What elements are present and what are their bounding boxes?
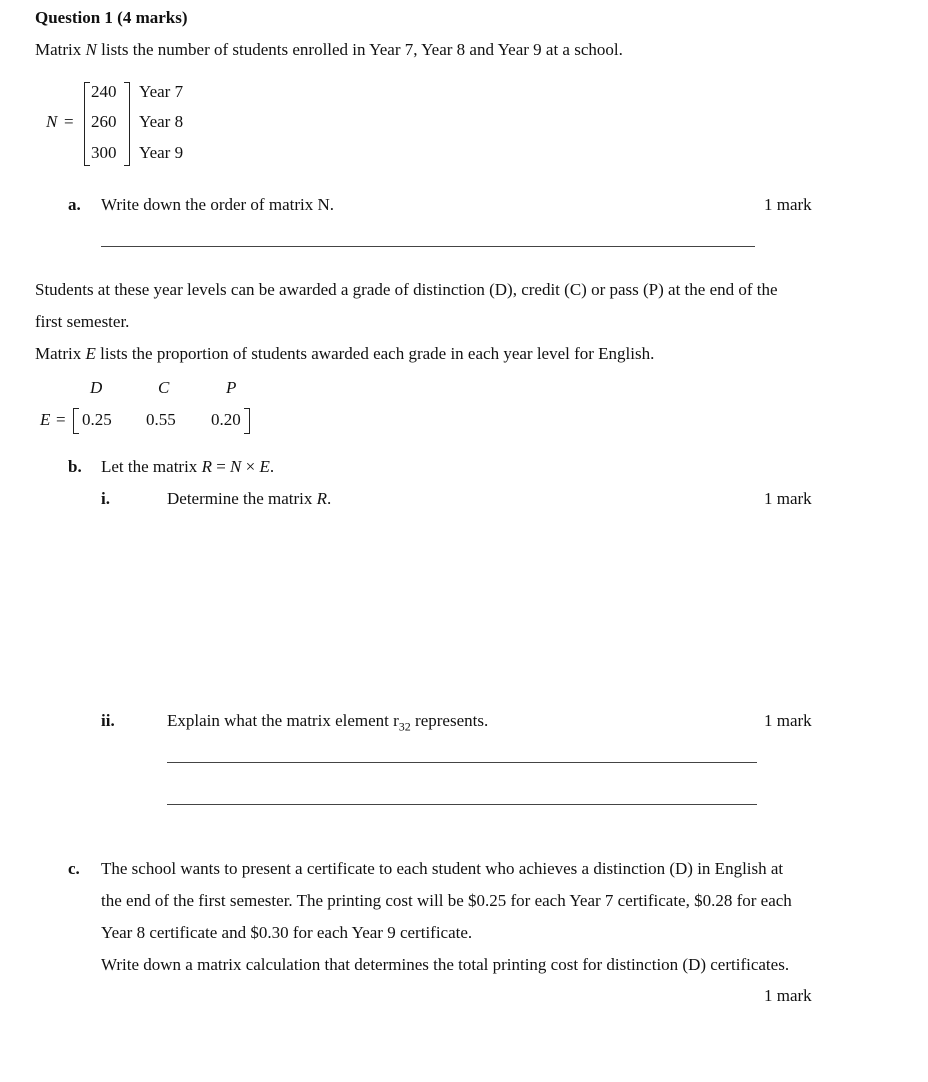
intro-text — [35, 40, 623, 60]
part-c-line: the end of the first semester. The printing cost will be $0.25 for each Year 7 certificate, $0.28 for each — [101, 891, 792, 910]
part-b-i-matrix: R — [316, 489, 328, 508]
matrix-n-right-bracket — [124, 82, 130, 166]
matrix-e-intro-part: lists the proportion of students awarded each grade in each year level for English. — [95, 344, 655, 363]
part-b-i-label: i. — [101, 489, 110, 508]
matrix-e-name: E — [40, 410, 51, 429]
question-title: Question 1 (4 marks) — [35, 8, 188, 27]
part-c-letter: c. — [68, 859, 80, 878]
matrix-e-intro-part: Matrix — [35, 344, 86, 363]
matrix-n-equals: = — [64, 112, 74, 131]
part-a-marks: 1 mark — [764, 195, 812, 214]
part-a-question: Write down the order of matrix N. — [101, 195, 334, 214]
matrix-e-column-header: P — [226, 378, 237, 397]
matrix-n-value: 240 — [91, 82, 117, 101]
part-b-question — [101, 457, 274, 477]
matrix-e-value: 0.20 — [211, 410, 241, 429]
matrix-n-row-label: Year 7 — [139, 82, 184, 101]
part-b-matrix: E — [259, 457, 270, 476]
grades-text-line: Students at these year levels can be awarded a grade of distinction (D), credit (C) or pass (P) at the end of the — [35, 280, 778, 299]
grades-text-line: first semester. — [35, 312, 130, 331]
part-b-ii-marks: 1 mark — [764, 711, 812, 730]
part-c-line: Write down a matrix calculation that determines the total printing cost for distinction (D) certificates. — [101, 955, 790, 974]
part-b-ii-text: Explain what the matrix element r — [167, 711, 399, 730]
matrix-e-column-header: D — [90, 378, 103, 397]
part-b-ii-label: ii. — [101, 711, 115, 730]
part-b-ii-text: represents. — [410, 711, 489, 730]
matrix-e-intro — [35, 344, 654, 364]
intro-matrix-name: N — [85, 40, 97, 59]
part-c-line: The school wants to present a certificate to each student who achieves a distinction (D) in English at — [101, 859, 784, 878]
matrix-n-value: 300 — [91, 143, 117, 162]
matrix-e-value: 0.55 — [146, 410, 176, 429]
matrix-n-row-label: Year 9 — [139, 143, 184, 162]
part-b-text: Let the matrix — [101, 457, 202, 476]
part-b-i-marks: 1 mark — [764, 489, 812, 508]
matrix-e-value: 0.25 — [82, 410, 112, 429]
matrix-n-name: N — [46, 112, 58, 131]
matrix-e-intro-name: E — [85, 344, 96, 363]
part-b-i-text: . — [327, 489, 332, 508]
part-b-matrix: R — [201, 457, 212, 476]
part-b-text: = — [211, 457, 231, 476]
matrix-n-row-label: Year 8 — [139, 112, 184, 131]
part-b-letter: b. — [68, 457, 82, 476]
part-b-ii-answer-line[interactable] — [167, 804, 757, 805]
intro-text-part: lists the number of students enrolled in Year 7, Year 8 and Year 9 at a school. — [96, 40, 623, 59]
part-b-i-question — [167, 489, 331, 509]
matrix-e-column-header: C — [158, 378, 170, 397]
intro-text-part: Matrix — [35, 40, 86, 59]
matrix-e-equals: = — [56, 410, 66, 429]
matrix-n-left-bracket — [84, 82, 90, 166]
part-b-ii-answer-line[interactable] — [167, 762, 757, 763]
matrix-e-left-bracket — [73, 408, 79, 434]
part-b-text: . — [269, 457, 275, 476]
part-a-letter: a. — [68, 195, 81, 214]
element-subscript: 32 — [398, 719, 411, 734]
part-b-matrix: N — [230, 457, 242, 476]
matrix-n-value: 260 — [91, 112, 117, 131]
part-b-ii-question — [167, 711, 488, 734]
part-b-text: × — [241, 457, 260, 476]
part-b-i-text: Determine the matrix — [167, 489, 317, 508]
part-a-answer-line[interactable] — [101, 246, 755, 247]
matrix-e-right-bracket — [244, 408, 250, 434]
part-c-line: Year 8 certificate and $0.30 for each Year 9 certificate. — [101, 923, 473, 942]
part-c-marks: 1 mark — [764, 986, 812, 1005]
